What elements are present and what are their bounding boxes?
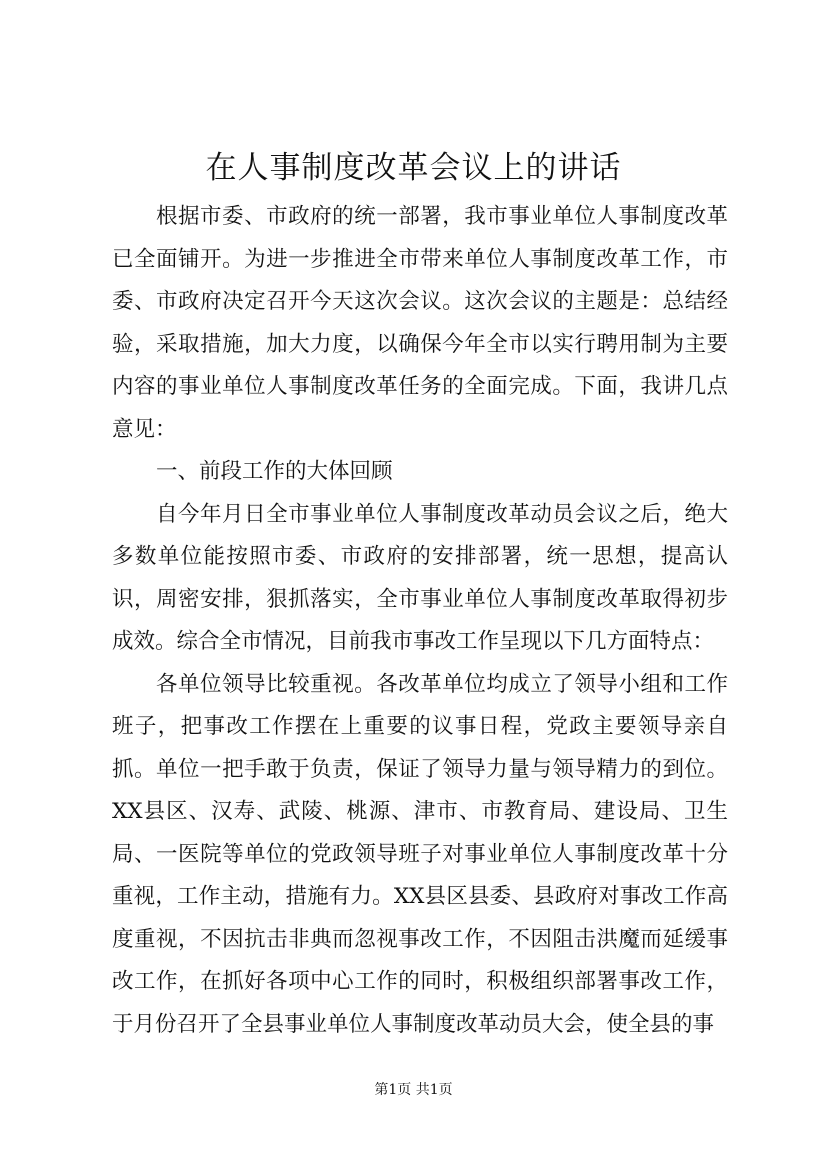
section-heading: 一、前段工作的大体回顾 — [156, 459, 393, 484]
paragraph-review: 自今年月日全市事业单位人事制度改革动员会议之后，绝大多数单位能按照市委、市政府的安排部署，统一思想，提高认识，周密安排，狠抓落实，全市事业单位人事制度改革取得初步成效。综合全市情况，目前我市事改工作呈现以下几方面特点： — [112, 501, 728, 654]
page-number-footer: 第1页 共1页 — [374, 1082, 453, 1098]
document-body — [112, 196, 728, 1046]
paragraph-intro: 根据市委、市政府的统一部署，我市事业单位人事制度改革已全面铺开。为进一步推进全市带来单位人事制度改革工作，市委、市政府决定召开今天这次会议。这次会议的主题是：总结经验，采取措施，加大力度，以确保今年全市以实行聘用制为主要内容的事业单位人事制度改革任务的全面完成。下面，我讲几点意见： — [112, 204, 728, 442]
paragraph-leadership: 各单位领导比较重视。各改革单位均成立了领导小组和工作班子，把事改工作摆在上重要的议事日程，党政主要领导亲自抓。单位一把手敢于负责，保证了领导力量与领导精力的到位。XX县区、汉寿、武陵、桃源、津市、市教育局、建设局、卫生局、一医院等单位的党政领导班子对事业单位人事制度改革十分重视，工作主动，措施有力。XX县区县委、县政府对事改工作高度重视，不因抗击非典而忽视事改工作，不因阻击洪魔而延缓事改工作，在抓好各项中心工作的同时，积极组织部署事改工作，于月份召开了全县事业单位人事制度改革动员大会，使全县的事 — [112, 671, 728, 1037]
document-title: 在人事制度改革会议上的讲话 — [205, 150, 622, 186]
